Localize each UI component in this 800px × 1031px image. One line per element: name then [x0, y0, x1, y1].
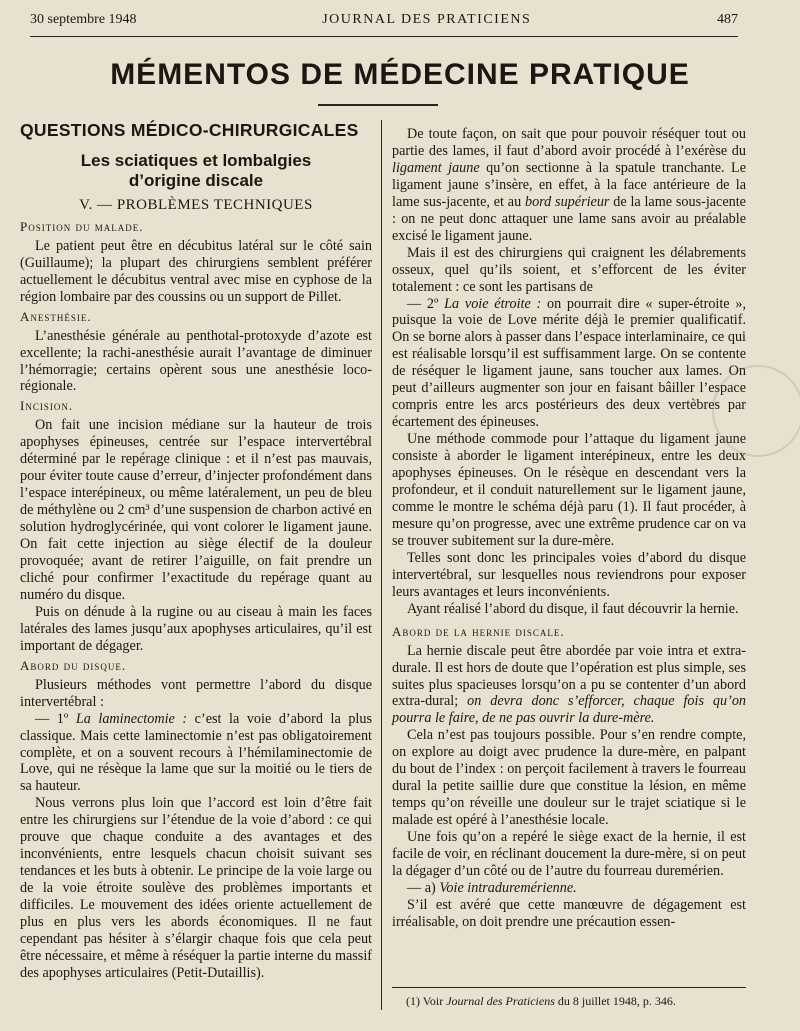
paragraph-right-6: Ayant réalisé l’abord du disque, il faut découvrir la hernie.: [407, 600, 739, 617]
p10-lead: — a): [407, 879, 440, 896]
paragraph-abord-2: [20, 711, 372, 796]
p7-italic: on devra donc s’efforcer, chaque fois qu’on pourra le faire, de ne pas ouvrir la dure-mère.: [392, 693, 747, 727]
p1-part-b: qu’on sectionne à la spatule tranchante. Le ligament jaune s’insère, en effet, à la face antérieure de la lame sus-jacente, et au: [392, 159, 746, 210]
paragraph-abord-1: Plusieurs méthodes vont permettre l’abord du disque intervertébral :: [20, 676, 372, 710]
paragraph-incision-2: Puis on dénude à la rugine ou au ciseau à main les faces latérales des lames jusqu’aux apophyses articulaires, qu’il est important de dégager.: [20, 603, 372, 654]
running-header: [30, 12, 738, 37]
paragraph-right-1: [392, 126, 746, 245]
paragraph-right-5: Telles sont donc les principales voies d’abord du disque intervertébral, sur lesquelles nous reviendrons pour exposer leurs avantages et leurs inconvénients.: [392, 549, 746, 600]
paragraph-incision-1: On fait une incision médiane sur la hauteur de trois apophyses épineuses, centrée sur l’espace intervertébral déterminé par le repérage clinique : et il n’est pas mauvais, pour éviter toute cause d’erreur, d’injecter profondément dans l’espace interépineux, ou même latéralement, un peu de bleu de méthylène ou 2 cm³ d’une suspension de charbon activé en solution hydroglycérinée, qui vont colorer le ligament jaune. On fait cette injection au siège électif de la douleur provoquée; avant de retirer l’aiguille, on fait prendre un cliché pour confirmer l’exactitude du repérage quant au numéro du disque.: [20, 417, 372, 603]
footnote-italic: Journal des Praticiens: [446, 994, 555, 1008]
p1-italic-2: bord supérieur: [524, 193, 610, 210]
p1-part-c: de la lame sous-jacente : on ne peut donc attaquer une lame sans avoir au préalable excisé le ligament jaune.: [392, 193, 746, 244]
paragraph-abord-2-lead: — 1º: [35, 710, 76, 727]
subhead-position: Position du malade.: [20, 218, 144, 234]
p3-italic: La voie étroite :: [444, 295, 542, 312]
header-journal-title: JOURNAL DES PRATICIENS: [322, 12, 532, 27]
paragraph-anesthesie: L’anesthésie générale au penthotal-protoxyde d’azote est excellente; la rachi-anesthésie aurait l’avantage de diminuer l’hémorragie; certains opèrent sous une anesthésie loco-régionale.: [20, 327, 372, 395]
subhead-abord-hernie: Abord de la hernie discale.: [392, 623, 565, 639]
paragraph-right-2: Mais il est des chirurgiens qui craignent les délabrements osseux, quel qu’ils soient, et s’efforcent de les éviter totalement : ce sont les partisans de: [392, 244, 746, 295]
article-title: [20, 151, 372, 191]
p3-lead: — 2º: [407, 295, 445, 312]
footnote: [406, 994, 676, 1009]
paragraph-right-7: [392, 643, 746, 728]
paragraph-right-9: Une fois qu’on a repéré le siège exact de la hernie, il est facile de voir, en réclinant doucement la dure-mère, si on peut la dégager d’un côté ou de l’autre du fourreau duremérien.: [392, 829, 746, 879]
p1-part-a: De toute façon, on sait que pour pouvoir réséquer tout ou partie des lames, il faut d’abord avoir procédé à l’exérèse du: [392, 126, 746, 159]
paragraph-right-10: [392, 880, 746, 897]
section-title: QUESTIONS MÉDICO-CHIRURGICALES: [20, 120, 359, 140]
subhead-anesthesie: Anesthésie.: [20, 308, 92, 324]
paragraph-right-4: Une méthode commode pour l’attaque du ligament jaune consiste à aborder le ligament interépineux, entre les deux apophyses épineuses. On le résèque en descendant vers la profondeur, et il conduit naturellement sur le ligament jaune, comme le montre le schéma déjà paru (1). Il faut procéder, à mesure qu’on progresse, avec une extrême prudence car on va se trouver subitement sur la dure-mère.: [392, 431, 746, 549]
article-title-line1: Les sciatiques et lombalgies: [80, 150, 312, 170]
paragraph-abord-2-italic: La laminectomie :: [75, 710, 188, 727]
article-subtitle: V. — PROBLÈMES TECHNIQUES: [79, 196, 313, 213]
footnote-rest: du 8 juillet 1948, p. 346.: [554, 994, 676, 1008]
library-stamp: [712, 365, 800, 457]
subhead-incision: Incision.: [20, 398, 74, 414]
article-title-line2: d’origine discale: [128, 170, 264, 190]
main-title: MÉMENTOS DE MÉDECINE PRATIQUE: [110, 58, 690, 91]
p3-rest: on pourrait dire « super-étroite », puisque la voie de Love mérite déjà le premier qualificatif. On se borne alors à passer dans l’espace interlaminaire, ce qui est réalisable lorsqu’il est suffisamment large. On se contente de réséquer le ligament jaune, sans toucher aux lames. On peut d’ailleurs augmenter son jour en faisant bâiller l’espace compris entre les arcs postérieurs des deux vertèbres par écartement des épineuses.: [392, 295, 746, 431]
title-rule: [318, 104, 438, 106]
subhead-abord-disque: Abord du disque.: [20, 657, 127, 673]
right-column: [392, 126, 746, 931]
header-date: 30 septembre 1948: [30, 12, 137, 27]
paragraph-position: Le patient peut être en décubitus latéral sur le côté sain (Guillaume); la plupart des chirurgiens semblent préférer actuellement le décubitus ventral avec mise en cyphose de la région lombaire par des coussins ou un support de Pillet.: [20, 237, 372, 305]
column-divider: [381, 120, 382, 1010]
p7-part-a: La hernie discale peut être abordée par voie intra et extra-durale. Il est hors de doute que l’opération est plus simple, ses suites plus spacieuses lorsqu’on a pu se contenter d’un abord extra-dural;: [392, 642, 746, 710]
paragraph-abord-3: Nous verrons plus loin que l’accord est loin d’être fait entre les chirurgiens sur l’étendue de la voie d’abord : ce qui prouve que chaque conduite a des avantages et des inconvénients, entre lesquels chacun choisit suivant ses tendances et les buts à obtenir. Le principe de la voie large ou de la voie étroite soulève des problèmes importants et difficiles. Le mouvement des idées oriente actuellement de plus en plus vers les abords économiques. Il ne faut cependant pas hésiter à s’élargir chaque fois que cela peut être nécessaire, et même à réséquer la partie interne du massif des apophyses articulaires (Petit-Dutaillis).: [20, 795, 372, 981]
p1-italic-1: ligament jaune: [392, 159, 480, 176]
footnote-rule: [392, 987, 746, 988]
header-page-number: 487: [717, 12, 738, 27]
p10-italic: Voie intraduremérienne.: [439, 879, 577, 896]
paragraph-abord-2-rest: c’est la voie d’abord la plus classique. Mais cette laminectomie n’est pas obligatoirement complète, et on a souvent recours à l’hémilaminectomie de Love, qui ne résèque la lame que sur la moitié ou le tiers de sa hauteur.: [20, 710, 372, 795]
paragraph-right-3: [392, 296, 746, 432]
paragraph-right-8: Cela n’est pas toujours possible. Pour s’en rendre compte, on explore au doigt avec prudence la dure-mère, en palpant du bout de l’index : on perçoit facilement à travers le fourreau dural la petite saillie dure que constitue la lésion, en même temps qu’on réveille une douleur sur le trajet sciatique si le malade est opéré à l’anesthésie locale.: [392, 727, 746, 829]
footnote-lead: (1) Voir: [406, 994, 447, 1008]
paragraph-right-11: S’il est avéré que cette manœuvre de dégagement est irréalisable, on doit prendre une précaution essen-: [392, 896, 746, 930]
left-column: [20, 120, 372, 982]
